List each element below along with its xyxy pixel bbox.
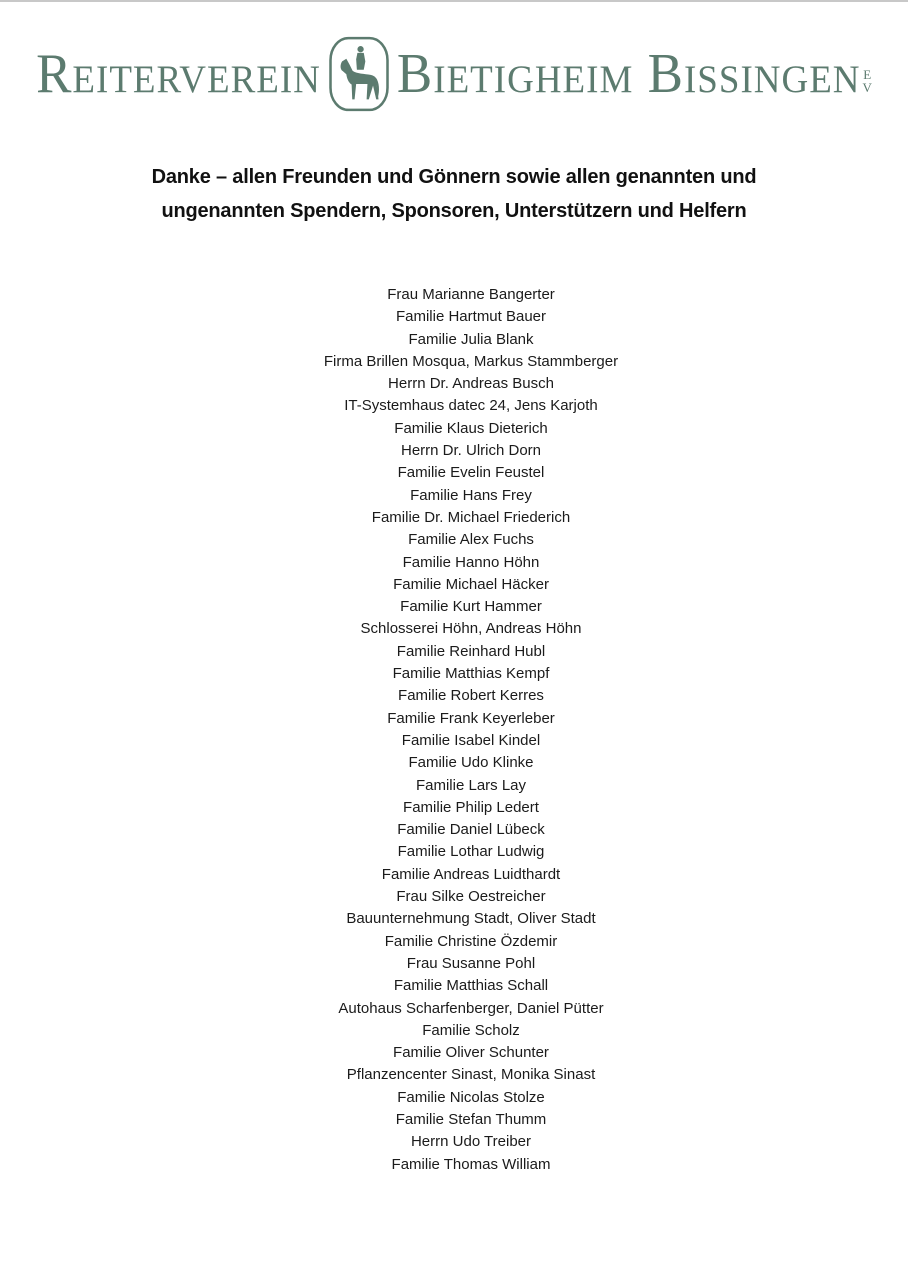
logo-ev-e: E [863,67,872,82]
donor-list-item: Herrn Dr. Andreas Busch [388,375,554,393]
club-logo [0,34,908,114]
donor-list-item: Familie Hartmut Bauer [395,308,547,326]
donor-list-item: Familie Lars Lay [415,776,527,794]
donor-list-item: Familie Udo Klinke [408,754,534,772]
donor-list-item: Frau Susanne Pohl [406,954,536,972]
logo-text-bietigheim-bissingen: Bietigheim Bissingen [396,43,861,104]
donor-list-item: Familie Andreas Luidthardt [381,865,561,883]
logo-ev-suffix [863,68,872,94]
page-top-border [0,0,908,2]
donor-list-item: Familie Thomas William [391,1155,551,1173]
donor-list-item: IT-Systemhaus datec 24, Jens Karjoth [344,397,598,415]
donor-list-item: Autohaus Scharfenberger, Daniel Pütter [338,999,604,1017]
donor-list-item: Familie Michael Häcker [393,575,549,593]
donor-list-item: Familie Lothar Ludwig [397,843,545,861]
donor-list-item: Familie Matthias Schall [393,977,549,995]
donor-list-item: Bauunternehmung Stadt, Oliver Stadt [346,910,596,928]
donor-list-item: Herrn Udo Treiber [410,1133,532,1151]
page-title-line1: Danke – allen Freunden und Gönnern sowie allen genannten und [151,166,757,188]
donor-list-item: Frau Silke Oestreicher [396,888,546,906]
donor-list-item: Familie Oliver Schunter [393,1044,549,1062]
donor-list-item: Familie Scholz [422,1021,520,1039]
donor-list-item: Firma Brillen Mosqua, Markus Stammberger [323,352,619,370]
donor-list-item: Familie Dr. Michael Friederich [371,508,571,526]
donor-list-item: Familie Philip Ledert [403,798,539,816]
donor-list-item: Pflanzencenter Sinast, Monika Sinast [346,1066,596,1084]
page-title [0,160,908,228]
donor-list-item: Familie Hans Frey [410,486,532,504]
donor-list-item: Familie Nicolas Stolze [397,1088,545,1106]
donor-list-item: Familie Evelin Feustel [397,464,545,482]
donor-list-item: Familie Reinhard Hubl [396,642,546,660]
donor-list-item: Familie Isabel Kindel [401,731,541,749]
donor-list-item: Familie Kurt Hammer [400,598,542,616]
donor-list-item: Familie Hanno Höhn [402,553,540,571]
donor-list-item: Familie Stefan Thumm [395,1110,547,1128]
donor-list-item: Familie Frank Keyerleber [387,709,555,727]
logo-text-reiterverein: Reiterverein [36,43,321,104]
donor-list-item: Familie Alex Fuchs [408,531,534,549]
donor-list [0,284,908,1176]
logo-ev-v: V [862,80,872,95]
donor-list-item: Familie Christine Özdemir [384,932,558,950]
horse-and-rider-emblem-icon [328,36,390,112]
page-title-line2: ungenannten Spendern, Sponsoren, Unterstützern und Helfern [161,200,747,222]
donor-list-item: Familie Julia Blank [408,330,534,348]
donor-list-item: Schlosserei Höhn, Andreas Höhn [360,620,582,638]
donor-list-item: Familie Klaus Dieterich [394,419,548,437]
donor-list-item: Frau Marianne Bangerter [387,286,555,303]
donor-list-item: Familie Matthias Kempf [392,665,550,683]
donor-list-item: Familie Daniel Lübeck [397,821,545,839]
donor-list-item: Herrn Dr. Ulrich Dorn [400,442,542,460]
donor-list-item: Familie Robert Kerres [398,687,544,705]
